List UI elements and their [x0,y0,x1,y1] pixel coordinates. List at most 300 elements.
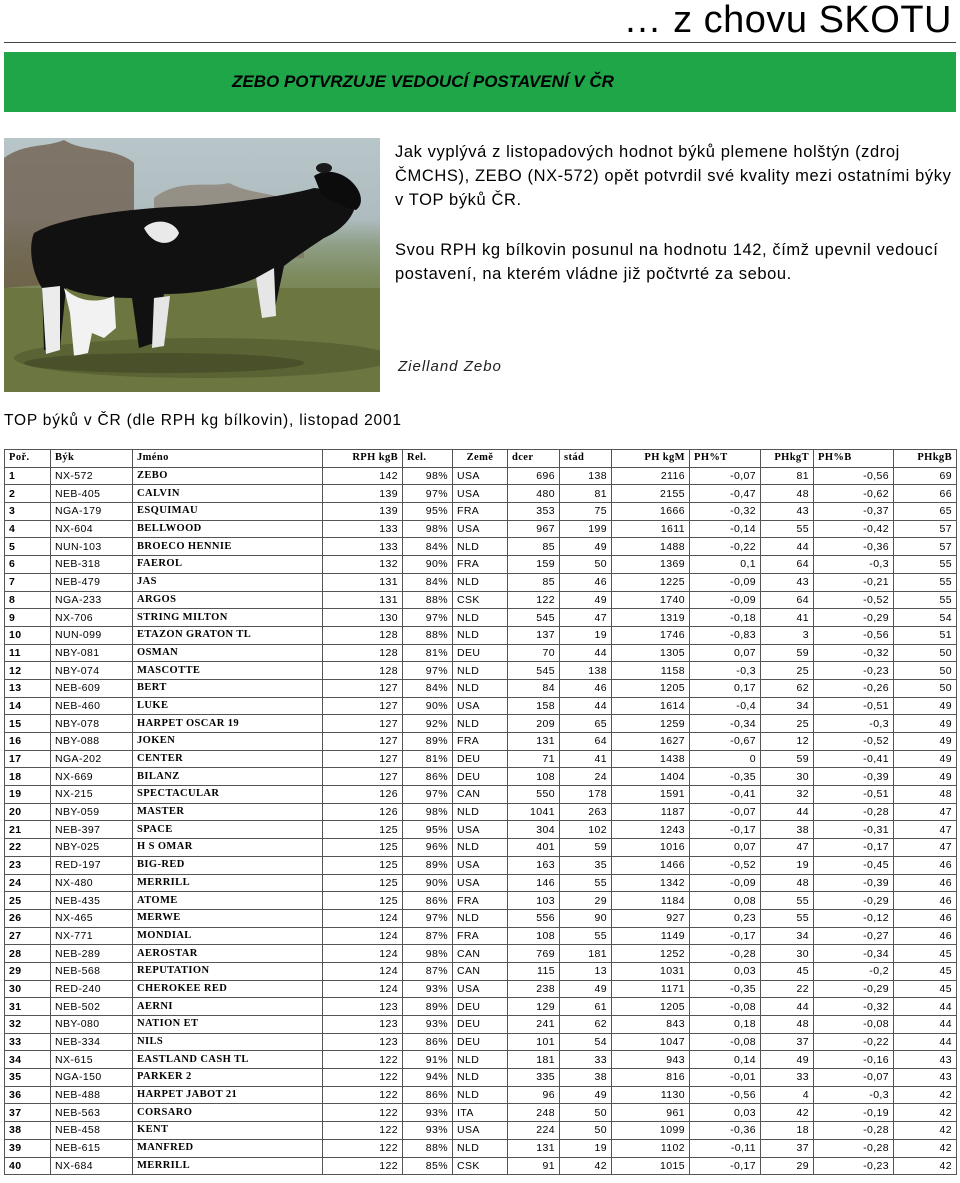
cell-poradi: 15 [5,715,51,733]
cell-ph-kgm: 1187 [612,803,690,821]
cell-byk: NX-215 [51,786,133,804]
cell-dcer: 480 [508,485,560,503]
cell-jmeno: HARPET JABOT 21 [133,1086,323,1104]
cell-zeme: NLD [453,1051,508,1069]
cell-ph-kgt: 43 [761,503,814,521]
cell-ph-kgm: 816 [612,1069,690,1087]
cell-dcer: 91 [508,1157,560,1175]
cell-ph-pct-b: -0,39 [814,768,894,786]
cell-zeme: USA [453,856,508,874]
cell-ph-kgt: 59 [761,750,814,768]
table-row [5,591,957,609]
col-header-ph-pct-t: PH%T [690,450,761,468]
cell-rph-kgb: 142 [323,467,403,485]
cell-rph-kgb: 127 [323,768,403,786]
cell-jmeno: JOKEN [133,733,323,751]
cell-jmeno: CALVIN [133,485,323,503]
cell-jmeno: STRING MILTON [133,609,323,627]
cell-rph-kgb: 125 [323,821,403,839]
cell-ph-pct-t: -0,32 [690,503,761,521]
cell-jmeno: ATOME [133,892,323,910]
cell-rph-kgb: 125 [323,892,403,910]
table-row [5,874,957,892]
table-row [5,1139,957,1157]
cell-zeme: USA [453,980,508,998]
cell-rel: 90% [403,874,453,892]
cell-stad: 90 [560,909,612,927]
cell-ph-pct-b: -0,17 [814,839,894,857]
cell-jmeno: ETAZON GRATON TL [133,626,323,644]
cell-zeme: USA [453,697,508,715]
cell-stad: 81 [560,485,612,503]
cell-zeme: NLD [453,538,508,556]
cell-ph-pct-b: -0,39 [814,874,894,892]
cell-ph-pct-b: -0,52 [814,733,894,751]
table-row [5,538,957,556]
cell-dcer: 238 [508,980,560,998]
cell-rph-kgb: 126 [323,786,403,804]
cell-ph-kgm: 943 [612,1051,690,1069]
cell-byk: NBY-059 [51,803,133,821]
table-row [5,1016,957,1034]
cell-stad: 65 [560,715,612,733]
photo-caption: Zielland Zebo [398,358,502,375]
table-row [5,998,957,1016]
cell-ph-kgb: 49 [894,733,957,751]
cell-ph-kgt: 12 [761,733,814,751]
cell-rph-kgb: 125 [323,839,403,857]
cell-poradi: 4 [5,520,51,538]
cell-jmeno: CHEROKEE RED [133,980,323,998]
cell-byk: NEB-405 [51,485,133,503]
cell-ph-pct-t: -0,09 [690,874,761,892]
cell-ph-pct-b: -0,27 [814,927,894,945]
cell-ph-kgb: 50 [894,644,957,662]
cell-rph-kgb: 127 [323,750,403,768]
cell-dcer: 335 [508,1069,560,1087]
cell-ph-pct-t: 0,17 [690,679,761,697]
table-row [5,573,957,591]
cell-ph-kgb: 55 [894,573,957,591]
cell-zeme: FRA [453,503,508,521]
cell-ph-pct-t: 0,1 [690,556,761,574]
cell-rph-kgb: 126 [323,803,403,821]
cell-rel: 97% [403,609,453,627]
cell-rel: 86% [403,768,453,786]
cell-poradi: 40 [5,1157,51,1175]
cell-ph-kgb: 46 [894,927,957,945]
cell-byk: NX-615 [51,1051,133,1069]
cell-poradi: 22 [5,839,51,857]
cell-ph-pct-b: -0,52 [814,591,894,609]
cell-ph-pct-b: -0,3 [814,715,894,733]
cell-ph-pct-t: -0,08 [690,998,761,1016]
cell-ph-pct-t: -0,36 [690,1122,761,1140]
cell-ph-kgt: 62 [761,679,814,697]
cell-ph-kgm: 1319 [612,609,690,627]
cell-ph-pct-t: 0,07 [690,839,761,857]
cell-byk: NUN-103 [51,538,133,556]
cell-rph-kgb: 124 [323,945,403,963]
cell-ph-pct-b: -0,19 [814,1104,894,1122]
cell-ph-kgb: 43 [894,1051,957,1069]
cell-ph-pct-t: -0,3 [690,662,761,680]
cell-ph-pct-t: -0,07 [690,467,761,485]
cell-ph-kgb: 46 [894,909,957,927]
table-row [5,644,957,662]
cell-ph-pct-t: -0,07 [690,803,761,821]
cell-stad: 33 [560,1051,612,1069]
cell-poradi: 38 [5,1122,51,1140]
cell-byk: NEB-479 [51,573,133,591]
cell-ph-kgm: 1015 [612,1157,690,1175]
table-row [5,768,957,786]
cell-jmeno: SPACE [133,821,323,839]
cell-ph-pct-b: -0,23 [814,1157,894,1175]
cell-ph-kgb: 42 [894,1157,957,1175]
cell-dcer: 137 [508,626,560,644]
cell-ph-kgt: 38 [761,821,814,839]
cell-rph-kgb: 122 [323,1157,403,1175]
table-row [5,909,957,927]
cell-ph-pct-t: -0,4 [690,697,761,715]
cell-ph-kgb: 50 [894,679,957,697]
cell-ph-pct-b: -0,62 [814,485,894,503]
cell-stad: 54 [560,1033,612,1051]
cell-zeme: USA [453,467,508,485]
cell-byk: NEB-563 [51,1104,133,1122]
cell-ph-pct-b: -0,45 [814,856,894,874]
cell-rph-kgb: 131 [323,573,403,591]
cell-jmeno: MASTER [133,803,323,821]
intro-paragraph-2: Svou RPH kg bílkovin posunul na hodnotu 142, čímž upevnil vedoucí postavení, na kterém vládne již počtvrté za sebou. [395,241,939,283]
cell-ph-kgm: 1259 [612,715,690,733]
cell-ph-kgt: 34 [761,927,814,945]
cell-ph-pct-b: -0,12 [814,909,894,927]
cell-rph-kgb: 123 [323,1016,403,1034]
cell-stad: 50 [560,1104,612,1122]
cell-ph-kgb: 46 [894,892,957,910]
cell-stad: 59 [560,839,612,857]
cell-jmeno: ARGOS [133,591,323,609]
cell-ph-pct-b: -0,51 [814,786,894,804]
cell-byk: NEB-502 [51,998,133,1016]
cell-ph-pct-b: -0,36 [814,538,894,556]
cell-rel: 84% [403,538,453,556]
cell-byk: RED-197 [51,856,133,874]
cell-stad: 29 [560,892,612,910]
cell-jmeno: MASCOTTE [133,662,323,680]
cell-rph-kgb: 133 [323,538,403,556]
cell-ph-kgb: 42 [894,1104,957,1122]
table-row [5,945,957,963]
cell-stad: 181 [560,945,612,963]
cell-zeme: FRA [453,892,508,910]
cell-ph-kgt: 49 [761,1051,814,1069]
cell-rel: 93% [403,1104,453,1122]
cell-rel: 98% [403,520,453,538]
cell-jmeno: HARPET OSCAR 19 [133,715,323,733]
cell-rph-kgb: 133 [323,520,403,538]
cell-rph-kgb: 123 [323,998,403,1016]
cell-ph-kgt: 48 [761,874,814,892]
cell-rph-kgb: 128 [323,626,403,644]
cell-jmeno: ESQUIMAU [133,503,323,521]
cell-rel: 98% [403,803,453,821]
cell-ph-pct-t: 0,18 [690,1016,761,1034]
cell-ph-kgm: 1746 [612,626,690,644]
bull-photo-image [4,138,380,392]
cell-ph-kgm: 1243 [612,821,690,839]
cell-ph-pct-t: -0,35 [690,980,761,998]
cell-zeme: DEU [453,1016,508,1034]
cell-jmeno: FAEROL [133,556,323,574]
cell-rph-kgb: 127 [323,715,403,733]
cell-jmeno: OSMAN [133,644,323,662]
cell-poradi: 13 [5,679,51,697]
cell-poradi: 36 [5,1086,51,1104]
cell-jmeno: MANFRED [133,1139,323,1157]
cell-zeme: CAN [453,786,508,804]
cell-ph-pct-b: -0,16 [814,1051,894,1069]
cell-rel: 97% [403,662,453,680]
cell-stad: 49 [560,538,612,556]
cell-rph-kgb: 124 [323,962,403,980]
top-bulls-table [4,449,957,1175]
cell-ph-pct-b: -0,23 [814,662,894,680]
cell-poradi: 3 [5,503,51,521]
cell-dcer: 1041 [508,803,560,821]
cell-poradi: 39 [5,1139,51,1157]
cell-byk: NBY-080 [51,1016,133,1034]
cell-zeme: DEU [453,750,508,768]
cell-stad: 50 [560,1122,612,1140]
cell-byk: NX-684 [51,1157,133,1175]
cell-rel: 89% [403,856,453,874]
cell-poradi: 5 [5,538,51,556]
cell-rph-kgb: 139 [323,485,403,503]
cell-ph-pct-b: -0,32 [814,998,894,1016]
cell-rel: 93% [403,980,453,998]
cell-zeme: NLD [453,573,508,591]
cell-poradi: 12 [5,662,51,680]
cell-ph-pct-t: -0,35 [690,768,761,786]
cell-ph-kgt: 3 [761,626,814,644]
cell-ph-kgm: 1171 [612,980,690,998]
cell-stad: 19 [560,626,612,644]
cell-ph-kgt: 64 [761,556,814,574]
table-row [5,1033,957,1051]
cell-byk: NEB-458 [51,1122,133,1140]
cell-ph-kgm: 1205 [612,998,690,1016]
cell-jmeno: KENT [133,1122,323,1140]
cell-rel: 87% [403,962,453,980]
cell-dcer: 545 [508,662,560,680]
table-row [5,715,957,733]
cell-dcer: 545 [508,609,560,627]
cell-ph-kgb: 55 [894,591,957,609]
cell-byk: NGA-179 [51,503,133,521]
cell-zeme: USA [453,520,508,538]
cell-ph-kgm: 1225 [612,573,690,591]
cell-byk: NX-669 [51,768,133,786]
cell-rel: 95% [403,821,453,839]
cell-rel: 98% [403,945,453,963]
cell-poradi: 27 [5,927,51,945]
cell-ph-kgb: 42 [894,1086,957,1104]
cell-ph-kgb: 43 [894,1069,957,1087]
cell-ph-pct-t: -0,14 [690,520,761,538]
cell-ph-pct-b: -0,56 [814,467,894,485]
cell-rel: 85% [403,1157,453,1175]
table-row [5,1157,957,1175]
cell-zeme: CAN [453,945,508,963]
cell-rel: 92% [403,715,453,733]
cell-ph-kgt: 55 [761,520,814,538]
cell-ph-pct-b: -0,21 [814,573,894,591]
cell-zeme: FRA [453,927,508,945]
cell-dcer: 696 [508,467,560,485]
table-row [5,1086,957,1104]
cell-rel: 86% [403,1086,453,1104]
cell-stad: 49 [560,591,612,609]
cell-rel: 88% [403,591,453,609]
cell-jmeno: BELLWOOD [133,520,323,538]
cell-rph-kgb: 132 [323,556,403,574]
cell-poradi: 7 [5,573,51,591]
table-row [5,750,957,768]
table-header-row [5,450,957,468]
cell-ph-pct-t: -0,18 [690,609,761,627]
cell-poradi: 8 [5,591,51,609]
cell-ph-pct-b: -0,26 [814,679,894,697]
cell-dcer: 401 [508,839,560,857]
cell-ph-pct-b: -0,29 [814,892,894,910]
cell-ph-kgb: 54 [894,609,957,627]
table-row [5,662,957,680]
cell-jmeno: JAS [133,573,323,591]
cell-poradi: 31 [5,998,51,1016]
cell-rph-kgb: 124 [323,980,403,998]
table-row [5,697,957,715]
cell-stad: 19 [560,1139,612,1157]
cell-ph-kgt: 59 [761,644,814,662]
cell-ph-pct-b: -0,3 [814,1086,894,1104]
cell-byk: NBY-025 [51,839,133,857]
cell-ph-kgt: 32 [761,786,814,804]
cell-zeme: NLD [453,609,508,627]
cell-ph-pct-t: -0,47 [690,485,761,503]
cell-byk: NBY-074 [51,662,133,680]
cell-ph-pct-b: -0,07 [814,1069,894,1087]
cell-dcer: 209 [508,715,560,733]
cell-dcer: 550 [508,786,560,804]
table-row [5,980,957,998]
cell-jmeno: LUKE [133,697,323,715]
cell-ph-kgm: 927 [612,909,690,927]
cell-ph-pct-t: -0,09 [690,573,761,591]
cell-ph-pct-t: -0,41 [690,786,761,804]
table-row [5,856,957,874]
table-row [5,520,957,538]
table-row [5,1069,957,1087]
cell-ph-kgb: 47 [894,803,957,821]
cell-stad: 41 [560,750,612,768]
cell-dcer: 353 [508,503,560,521]
cell-poradi: 20 [5,803,51,821]
cell-dcer: 181 [508,1051,560,1069]
cell-zeme: NLD [453,1086,508,1104]
cell-ph-kgb: 46 [894,856,957,874]
cell-zeme: NLD [453,626,508,644]
table-row [5,821,957,839]
cell-stad: 46 [560,679,612,697]
col-header-rel: Rel. [403,450,453,468]
cell-ph-kgb: 51 [894,626,957,644]
cell-stad: 138 [560,662,612,680]
cell-poradi: 29 [5,962,51,980]
table-row [5,609,957,627]
table-row [5,503,957,521]
col-header-ph-kgm: PH kgM [612,450,690,468]
cell-zeme: NLD [453,679,508,697]
cell-byk: NBY-078 [51,715,133,733]
cell-ph-kgm: 1740 [612,591,690,609]
cell-dcer: 129 [508,998,560,1016]
cell-rel: 97% [403,485,453,503]
table-row [5,485,957,503]
cell-ph-pct-t: -0,11 [690,1139,761,1157]
cell-ph-kgt: 25 [761,662,814,680]
cell-ph-pct-b: -0,29 [814,609,894,627]
cell-stad: 44 [560,697,612,715]
cell-ph-kgm: 1438 [612,750,690,768]
cell-zeme: NLD [453,803,508,821]
cell-jmeno: CENTER [133,750,323,768]
cell-ph-kgm: 2155 [612,485,690,503]
cell-ph-kgb: 42 [894,1122,957,1140]
cell-byk: NX-480 [51,874,133,892]
cell-jmeno: BILANZ [133,768,323,786]
cell-byk: NEB-615 [51,1139,133,1157]
cell-rel: 84% [403,679,453,697]
cell-byk: NEB-397 [51,821,133,839]
intro-paragraph-1: Jak vyplývá z listopadových hodnot býků plemene holštýn (zdroj ČMCHS), ZEBO (NX-572) opět potvrdil své kvality mezi ostatními býky v TOP býků ČR. [395,143,952,209]
cell-ph-kgt: 30 [761,945,814,963]
cell-rel: 93% [403,1122,453,1140]
cell-byk: NEB-334 [51,1033,133,1051]
cell-rph-kgb: 123 [323,1033,403,1051]
cell-jmeno: BIG-RED [133,856,323,874]
cell-jmeno: PARKER 2 [133,1069,323,1087]
cell-jmeno: MERWE [133,909,323,927]
cell-jmeno: ZEBO [133,467,323,485]
table-row [5,1122,957,1140]
cell-dcer: 71 [508,750,560,768]
cell-ph-kgb: 45 [894,980,957,998]
cell-stad: 61 [560,998,612,1016]
cell-ph-kgt: 48 [761,485,814,503]
cell-zeme: USA [453,874,508,892]
cell-ph-kgt: 37 [761,1033,814,1051]
cell-ph-kgb: 50 [894,662,957,680]
cell-ph-pct-b: -0,31 [814,821,894,839]
cell-ph-kgt: 30 [761,768,814,786]
cell-rph-kgb: 122 [323,1051,403,1069]
cell-ph-kgb: 45 [894,962,957,980]
cell-rel: 96% [403,839,453,857]
cell-ph-kgt: 55 [761,909,814,927]
